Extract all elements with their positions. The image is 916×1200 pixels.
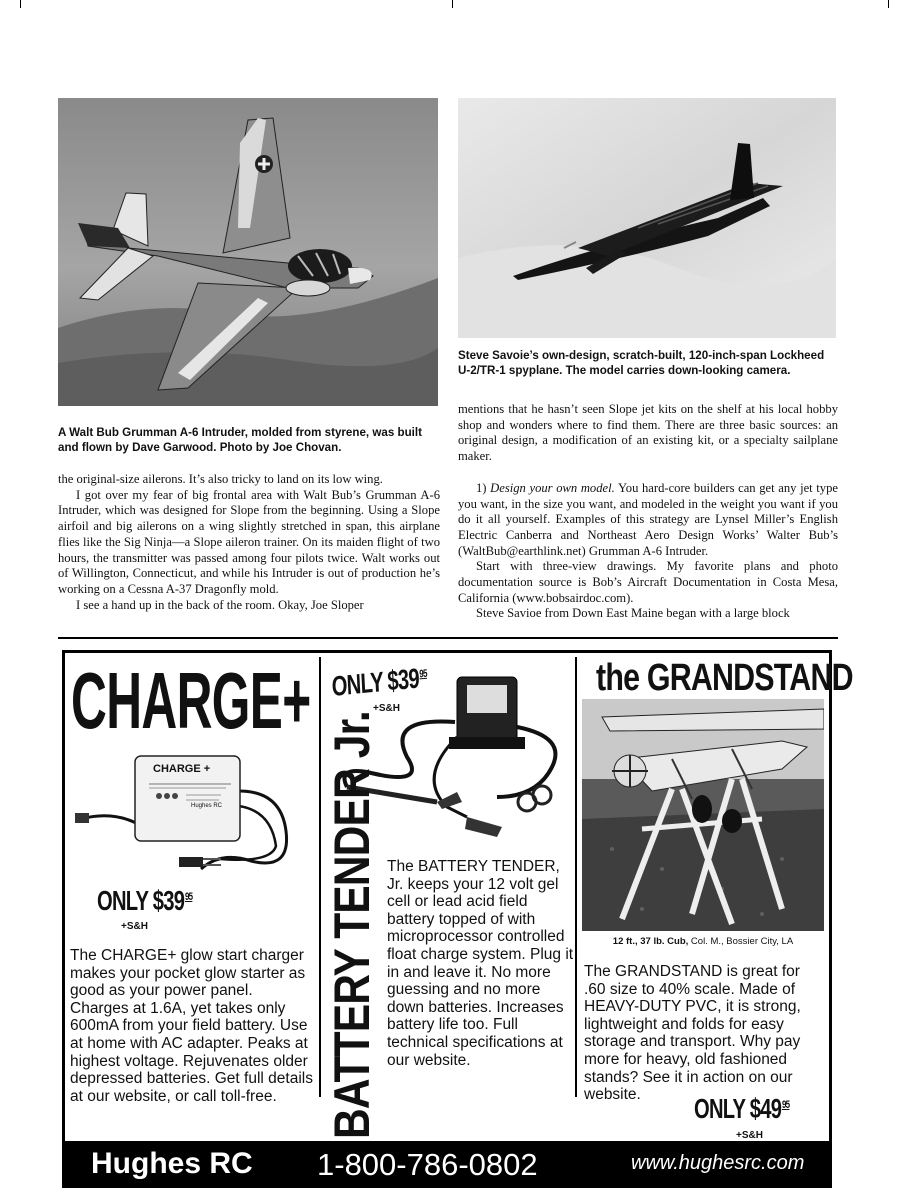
article-paragraph: I got over my fear of big frontal area with Walt Bub’s Grumman A-6 Intruder, which was designed for Slope from the beginning. Using a Slope airfoil and big ailerons on a wing slightly stretched in span, this airplane flies like the Sig Ninja—a Slope aileron trainer. On its maiden flight of two hours, the transmitter was passed among four pilots twice. Walt works out of Willington, Connecticut, and while his Intruder is out of production he’s working on a Cessna A-37 Dragonfly mold. (58, 487, 440, 596)
a6-photo-caption: A Walt Bub Grumman A-6 Intruder, molded from styrene, was built and flown by Dave Garwood. Photo by Joe Chovan. (58, 426, 422, 454)
article-paragraph: mentions that he hasn’t seen Slope jet kits on the shelf at his local hobby shop and wonders where to find them. There are three basic sources: an original design, a modification of an existing kit, or a specialty sailplane maker. (458, 402, 838, 464)
footer-phone: 1-800-786-0802 (317, 1147, 538, 1182)
grandstand-caption-rest: Col. M., Bossier City, LA (688, 936, 794, 947)
grandstand-caption-bold: 12 ft., 37 lb. Cub, (612, 936, 689, 947)
item-text: You hard-core builders can get any jet type you want, in the size you want, and modeled in the weight you want if you do it all yourself. Examples of this strategy are Lynsel Miller’s English Electric Canberra and Northeast Aero Design Works’ Walter Bub’s (WaltBub@earthlink.net) Grumman A-6 Intruder. (458, 480, 838, 558)
charge-device-image (71, 751, 316, 876)
grandstand-description: The GRANDSTAND is great for .60 size to 40% scale. Made of HEAVY-DUTY PVC, it is strong, lightweight and folds for easy storage and transport. Why pay more for heavy, old fashioned stands? See it in action on our website. (584, 963, 801, 1104)
hughes-rc-advertisement (62, 650, 853, 1188)
charge-price-main: ONLY $39 (97, 885, 185, 916)
charge-title: CHARGE+ (71, 656, 311, 745)
tender-price-main: ONLY $39 (331, 662, 420, 702)
tender-price-cents: 95 (419, 667, 428, 681)
ad-footer-band (65, 1141, 829, 1185)
charge-shipping: +S&H (121, 921, 148, 932)
ad-column-divider (319, 657, 321, 1097)
u2-spyplane-photo (458, 98, 836, 338)
charge-price (97, 885, 192, 917)
charge-device-label: CHARGE + (153, 763, 211, 775)
grandstand-price (694, 1093, 789, 1125)
article-paragraph-design-own (458, 481, 838, 560)
grandstand-title: the GRANDSTAND (596, 657, 853, 699)
grandstand-photo-caption (582, 936, 824, 947)
tender-title: BATTERY TENDER Jr. (324, 711, 380, 1139)
item-number: 1) (476, 480, 487, 495)
article-right-column (458, 402, 838, 622)
ad-column-divider (575, 657, 577, 1097)
tender-shipping: +S&H (373, 703, 400, 714)
article-paragraph: the original-size ailerons. It’s also tricky to land on its low wing. (58, 472, 383, 486)
footer-brand: Hughes RC (91, 1147, 253, 1180)
grandstand-photo (582, 699, 824, 931)
article-left-column (58, 472, 440, 613)
footer-website: www.hughesrc.com (631, 1152, 805, 1174)
u2-photo-caption: Steve Savoie’s own-design, scratch-built, 120-inch-span Lockheed U-2/TR-1 spyplane. The model carries down-looking camera. (458, 349, 825, 377)
charge-price-cents: 95 (184, 891, 193, 903)
grandstand-shipping: +S&H (736, 1130, 763, 1141)
grandstand-price-main: ONLY $49 (694, 1093, 782, 1124)
crop-mark-left (20, 0, 21, 8)
item-heading: Design your own model. (490, 480, 615, 495)
article-paragraph: Steve Savioe from Down East Maine began with a large block (476, 606, 790, 621)
article-divider-rule (58, 637, 838, 639)
a6-intruder-photo (58, 98, 438, 406)
crop-mark-right (888, 0, 889, 8)
charge-device-brand: Hughes RC (191, 803, 223, 809)
charge-description: The CHARGE+ glow start charger makes your pocket glow starter as good as your power panel. Charges at 1.6A, yet takes only 600mA from your field battery. Use at home with AC adapter. Peaks at highest voltage. Rejuvenates older depressed batteries. Get full details at our website, or call toll-free. (70, 947, 313, 1105)
article-paragraph: Start with three-view drawings. My favorite plans and photo documentation source is Bob’s Aircraft Documentation in Costa Mesa, California (www.bobsairdoc.com). (458, 559, 838, 605)
article-paragraph: I see a hand up in the back of the room. Okay, Joe Sloper (76, 597, 364, 612)
grandstand-price-cents: 95 (781, 1099, 790, 1111)
tender-description: The BATTERY TENDER, Jr. keeps your 12 volt gel cell or lead acid field battery topped of with microprocessor controlled float charge system. Plug it in and leave it. No more guessing and no more down batteries. Increases battery life too. Full technical specifications at our website. (387, 858, 574, 1069)
crop-mark-center (452, 0, 453, 8)
